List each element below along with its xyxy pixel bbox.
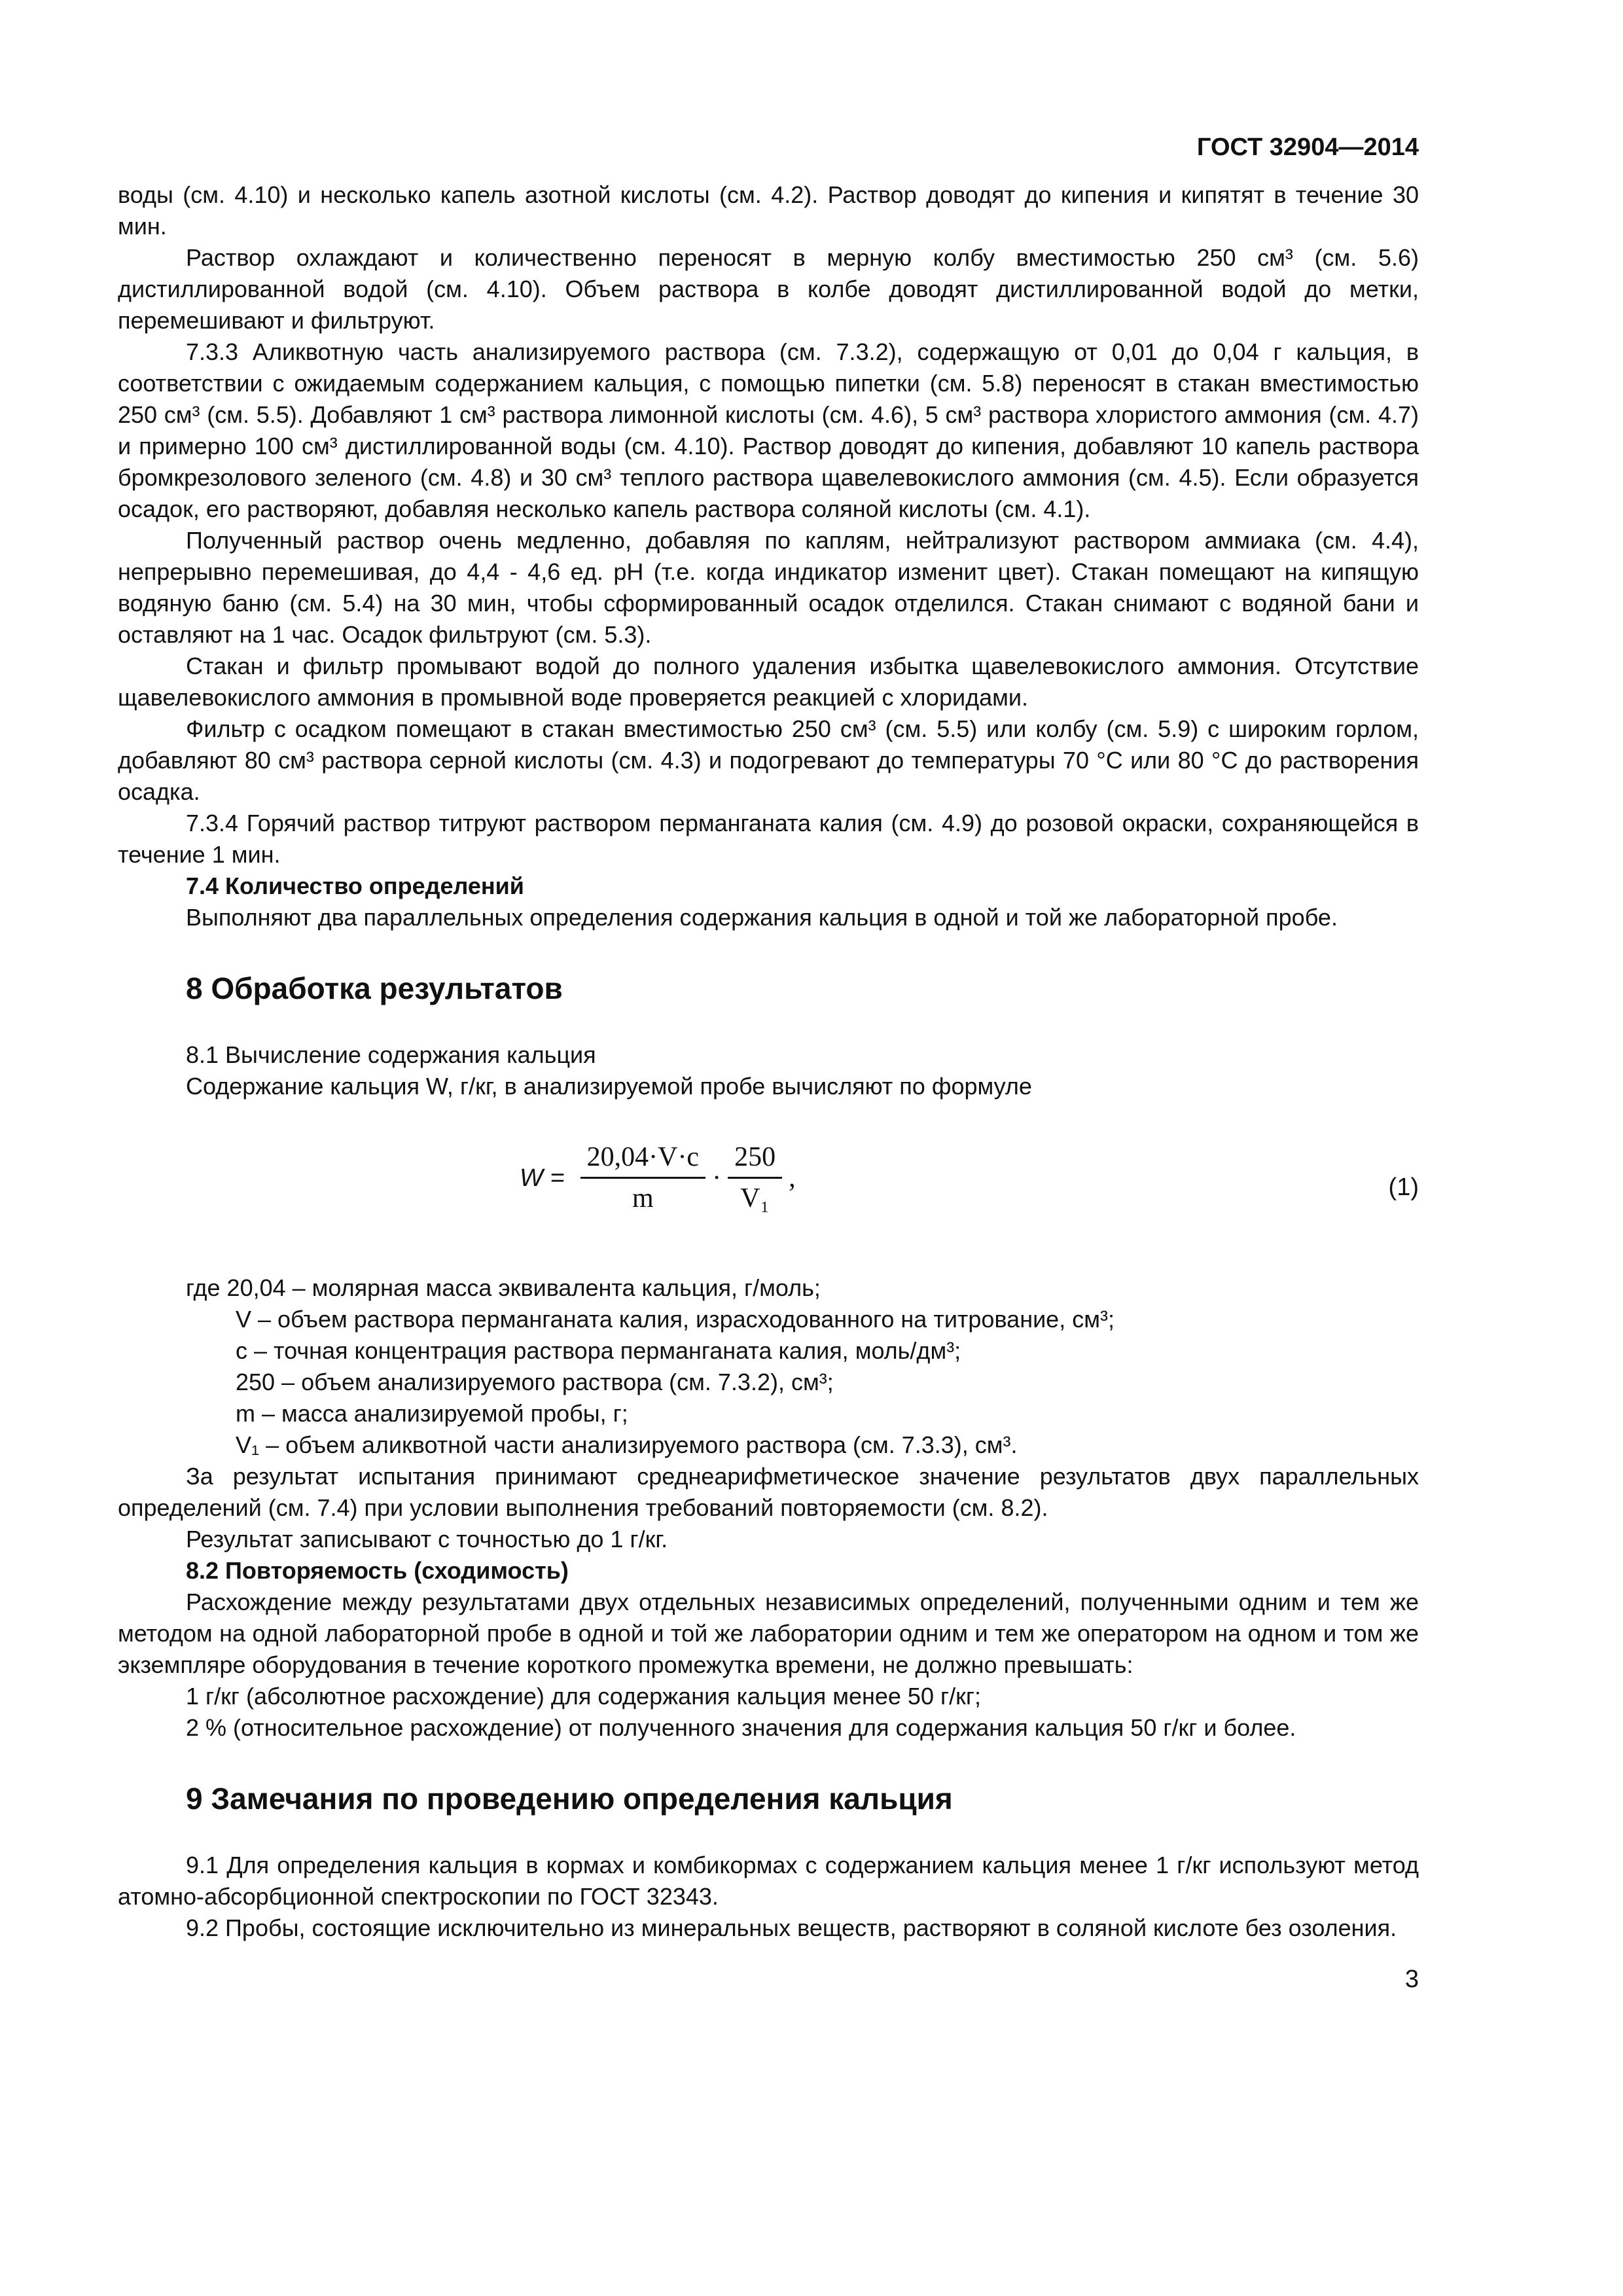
- equation-number: (1): [1388, 1174, 1419, 1201]
- multiply-dot: ·: [712, 1162, 722, 1193]
- section-heading-8: 8 Обработка результатов: [186, 971, 563, 1005]
- paragraph-7-3-3: 7.3.3 Аликвотную часть анализируемого раствора (см. 7.3.2), содержащую от 0,01 до 0,04 г кальция, в соответствии с ожидаемым содержанием кальция, с помощью пипетки (см. 5.8) переносят в стакан вместимостью 250 см³ (см. 5.5). Добавляют 1 см³ раствора лимонной кислоты (см. 4.6), 5 см³ раствора хлористого аммония (см. 4.7) и примерно 100 см³ дистиллированной воды (см. 4.10). Раствор доводят до кипения, добавляют 10 капель раствора бромкрезолового зеленого (см. 4.8) и 30 см³ теплого раствора щавелевокислого аммония (см. 4.5). Если образуется осадок, его растворяют, добавляя несколько капель раствора соляной кислоты (см. 4.1).: [118, 338, 1419, 522]
- formula-lhs: W =: [520, 1164, 565, 1192]
- paragraph: Выполняют два параллельных определения содержания кальция в одной и той же лабораторной пробе.: [186, 904, 1338, 931]
- document-page: [118, 131, 1419, 1995]
- subsection-heading-8-2: 8.2 Повторяемость (сходимость): [186, 1557, 569, 1584]
- paragraph: Содержание кальция W, г/кг, в анализируемой пробе вычисляют по формуле: [186, 1073, 1032, 1100]
- subsection-heading-7-4: 7.4 Количество определений: [186, 872, 524, 899]
- definition-item: m – масса анализируемой пробы, г;: [236, 1400, 628, 1427]
- paragraph: 1 г/кг (абсолютное расхождение) для содержания кальция менее 50 г/кг;: [186, 1683, 981, 1710]
- numerator-2: 250: [728, 1141, 782, 1179]
- definition-item: V – объем раствора перманганата калия, израсходованного на титрование, см³;: [236, 1306, 1115, 1333]
- definition-item: c – точная концентрация раствора перманганата калия, моль/дм³;: [236, 1337, 961, 1364]
- paragraph-9-2: 9.2 Пробы, состоящие исключительно из минеральных веществ, растворяют в соляной кислоте без озоления.: [186, 1914, 1397, 1941]
- denominator-2: V₁: [740, 1183, 770, 1213]
- formula-comma: ,: [789, 1162, 796, 1193]
- paragraph: Фильтр с осадком помещают в стакан вместимостью 250 см³ (см. 5.5) или колбу (см. 5.9) с широким горлом, добавляют 80 см³ раствора серной кислоты (см. 4.3) и подогревают до температуры 70 °C или 80 °C до растворения осадка.: [118, 715, 1419, 805]
- paragraph: Полученный раствор очень медленно, добавляя по каплям, нейтрализуют раствором аммиака (см. 4.4), непрерывно перемешивая, до 4,4 - 4,6 ед. pH (т.е. когда индикатор изменит цвет). Стакан помещают на кипящую водяную баню (см. 5.4) на 30 мин, чтобы сформированный осадок отделился. Стакан снимают с водяной бани и оставляют на 1 час. Осадок фильтруют (см. 5.3).: [118, 527, 1419, 648]
- paragraph-7-3-4: 7.3.4 Горячий раствор титруют раствором перманганата калия (см. 4.9) до розовой окраски, сохраняющейся в течение 1 мин.: [118, 810, 1419, 868]
- subsection-title-8-1: 8.1 Вычисление содержания кальция: [186, 1041, 596, 1068]
- definition-item: V₁ – объем аликвотной части анализируемого раствора (см. 7.3.3), см³.: [236, 1431, 1018, 1458]
- paragraph: Результат записывают с точностью до 1 г/кг.: [186, 1526, 668, 1552]
- denominator-1: m: [632, 1183, 654, 1213]
- section-heading-9: 9 Замечания по проведению определения кальция: [186, 1782, 953, 1816]
- paragraph: Стакан и фильтр промывают водой до полного удаления избытка щавелевокислого аммония. Отсутствие щавелевокислого аммония в промывной воде проверяется реакцией с хлоридами.: [118, 653, 1419, 711]
- paragraph: Раствор охлаждают и количественно переносят в мерную колбу вместимостью 250 см³ (см. 5.6) дистиллированной водой (см. 4.10). Объем раствора в колбе доводят дистиллированной водой до метки, перемешивают и фильтруют.: [118, 244, 1419, 334]
- paragraph: 2 % (относительное расхождение) от полученного значения для содержания кальция 50 г/кг и более.: [186, 1714, 1296, 1741]
- formula-block: [118, 1128, 1419, 1259]
- paragraph: За результат испытания принимают среднеарифметическое значение результатов двух параллельных определений (см. 7.4) при условии выполнения требований повторяемости (см. 8.2).: [118, 1463, 1419, 1521]
- paragraph-continuation: воды (см. 4.10) и несколько капель азотной кислоты (см. 4.2). Раствор доводят до кипения и кипятят в течение 30 мин.: [118, 181, 1419, 240]
- document-header: ГОСТ 32904—2014: [1196, 134, 1419, 161]
- page-number: 3: [1404, 1965, 1419, 1993]
- fraction-2: [728, 1141, 782, 1214]
- where-line: где 20,04 – молярная масса эквивалента кальция, г/моль;: [186, 1274, 821, 1301]
- definition-list: [118, 1304, 1419, 1461]
- paragraph-9-1: 9.1 Для определения кальция в кормах и комбикормах с содержанием кальция менее 1 г/кг используют метод атомно-абсорбционной спектроскопии по ГОСТ 32343.: [118, 1852, 1419, 1910]
- fraction-1: [580, 1141, 705, 1214]
- definition-item: 250 – объем анализируемого раствора (см. 7.3.2), см³;: [236, 1369, 834, 1395]
- paragraph: Расхождение между результатами двух отдельных независимых определений, полученными одним и тем же методом на одной лабораторной пробе в одной и той же лаборатории одним и тем же оператором на одном и том же экземпляре оборудования в течение короткого промежутка времени, не должно превышать:: [118, 1588, 1419, 1678]
- numerator-1: 20,04·V·c: [580, 1141, 705, 1179]
- formula: [520, 1141, 796, 1214]
